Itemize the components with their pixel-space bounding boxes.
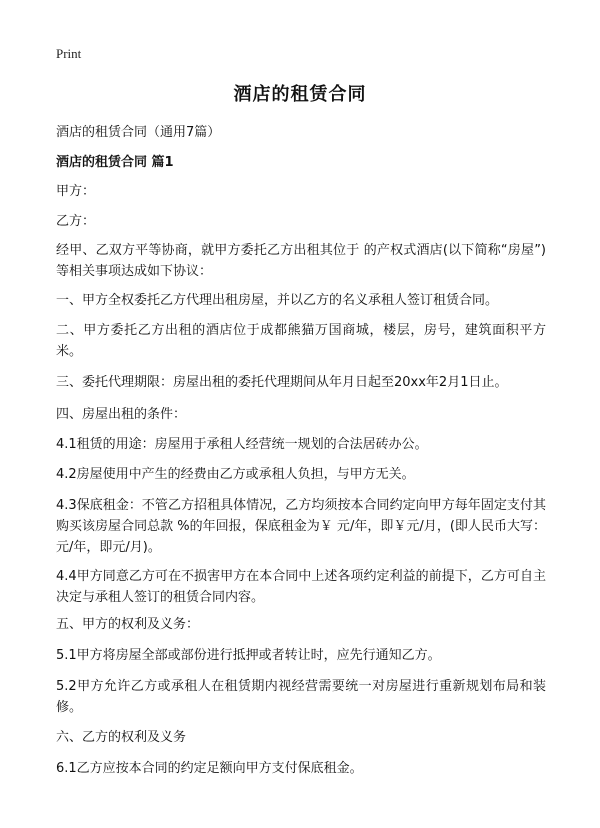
clause-4-2-paragraph: 4.2房屋使用中产生的经费由乙方或承租人负担，与甲方无关。 bbox=[56, 467, 415, 482]
intro-paragraph: 经甲、乙双方平等协商，就甲方委托乙方出租其位于 的产权式酒店(以下简称“房屋”)等相关事项达成如下协议： bbox=[56, 243, 546, 279]
print-label[interactable]: Print bbox=[56, 46, 82, 61]
party-a-line: 甲方： bbox=[56, 184, 96, 199]
clause-4-heading: 四、房屋出租的条件： bbox=[56, 407, 187, 422]
clause-5-heading: 五、甲方的权利及义务： bbox=[56, 617, 200, 632]
clause-5-1-paragraph: 5.1甲方将房屋全部或部份进行抵押或者转让时，应先行通知乙方。 bbox=[56, 648, 441, 663]
clause-4-3-paragraph: 4.3保底租金：不管乙方招租具体情况，乙方均须按本合同约定向甲方每年固定支付其购买该房屋合同总款 %的年回报，保底租金为￥ 元/年，即￥元/月，(即人民币大写：元/年，即元/月)。 bbox=[56, 498, 546, 555]
document-subtitle: 酒店的租赁合同（通用7篇） bbox=[56, 125, 221, 140]
party-b-line: 乙方： bbox=[56, 214, 96, 229]
clause-1-paragraph: 一、甲方全权委托乙方代理出租房屋，并以乙方的名义承租人签订租赁合同。 bbox=[56, 293, 499, 308]
clause-4-1-paragraph: 4.1租赁的用途：房屋用于承租人经营统一规划的合法居砖办公。 bbox=[56, 437, 428, 452]
clause-3-paragraph: 三、委托代理期限：房屋出租的委托代理期间从年月日起至20xx年2月1日止。 bbox=[56, 375, 508, 390]
clause-5-2-paragraph: 5.2甲方允许乙方或承租人在租赁期内视经营需要统一对房屋进行重新规划布局和装修。 bbox=[56, 679, 546, 715]
document-title: 酒店的租赁合同 bbox=[233, 84, 367, 105]
clause-6-1-paragraph: 6.1乙方应按本合同的约定足额向甲方支付保底租金。 bbox=[56, 761, 363, 776]
clause-6-heading: 六、乙方的权利及义务 bbox=[56, 730, 187, 745]
section-heading: 酒店的租赁合同 篇1 bbox=[56, 155, 174, 170]
clause-2-paragraph: 二、甲方委托乙方出租的酒店位于成都熊猫万国商城，楼层，房号，建筑面积平方 米。 bbox=[56, 323, 546, 359]
clause-4-4-paragraph: 4.4甲方同意乙方可在不损害甲方在本合同中上述各项约定利益的前提下，乙方可自主决定与承租人签订的租赁合同内容。 bbox=[56, 569, 546, 605]
